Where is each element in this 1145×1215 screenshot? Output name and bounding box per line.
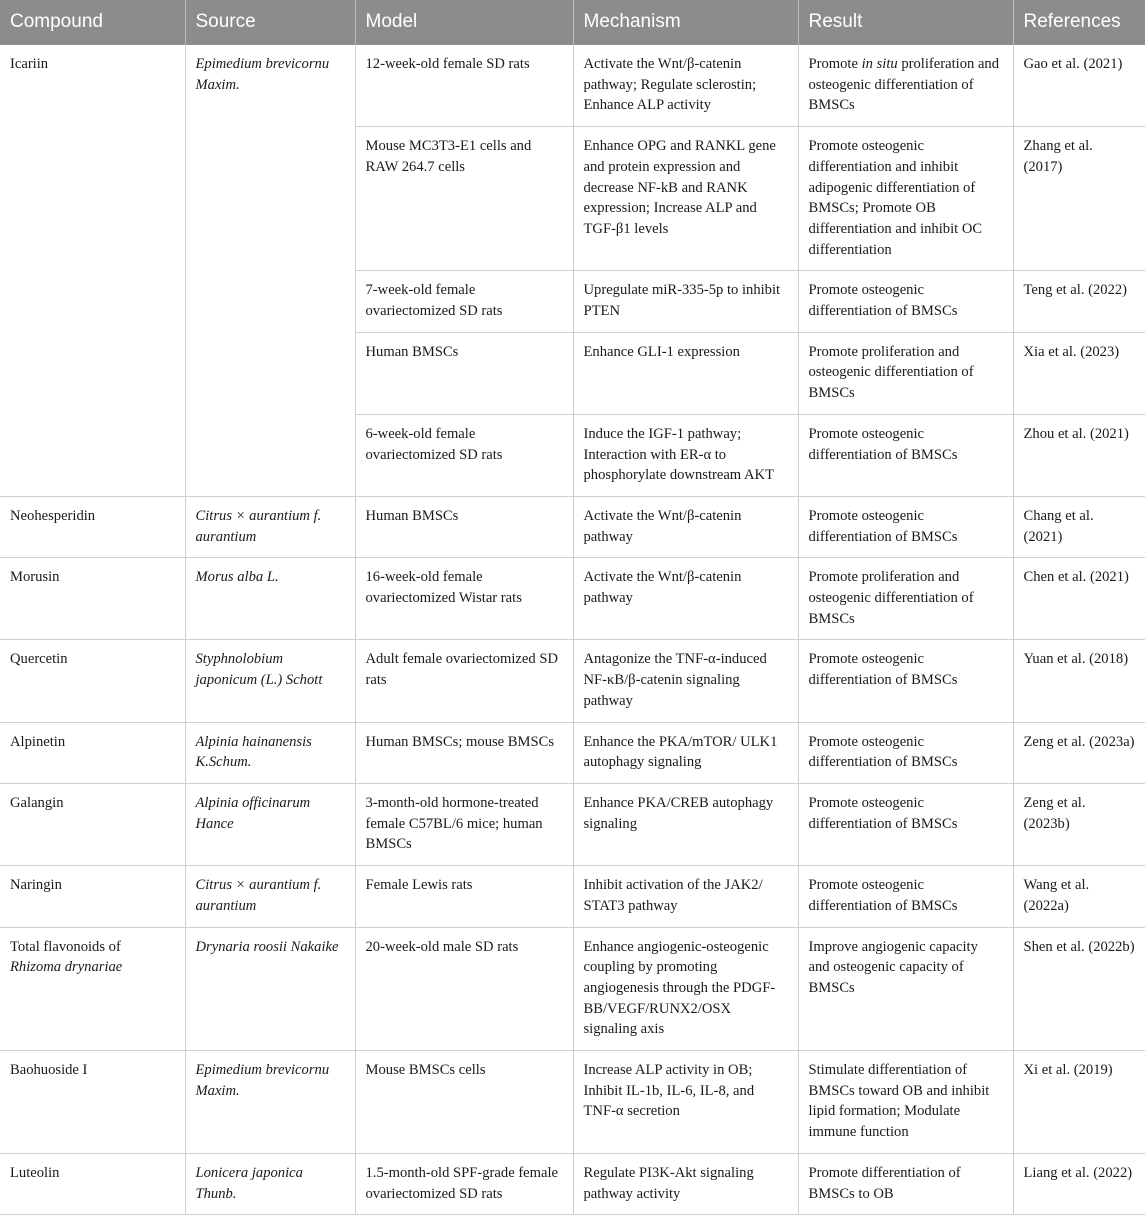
model-cell: Mouse BMSCs cells	[355, 1051, 573, 1154]
model-cell: Human BMSCs	[355, 496, 573, 557]
table-row	[0, 45, 1145, 127]
header-compound: Compound	[0, 0, 185, 45]
compound-text: Total flavonoids of	[10, 938, 121, 955]
result-text: Promote	[808, 56, 862, 72]
compound-cell: Alpinetin	[0, 722, 185, 783]
source-cell: Alpinia officinarum Hance	[185, 783, 355, 865]
result-cell: Promote osteogenic differentiation of BMSCs	[798, 271, 1013, 332]
table-row	[0, 783, 1145, 865]
source-cell: Epimedium brevicornu Maxim.	[185, 1051, 355, 1154]
result-cell: Promote osteogenic differentiation and inhibit adipogenic differentiation of BMSCs; Promote OB differentiation and inhibit OC differentiation	[798, 127, 1013, 271]
result-cell: Promote proliferation and osteogenic differentiation of BMSCs	[798, 332, 1013, 414]
header-result: Result	[798, 0, 1013, 45]
model-cell: Adult female ovariectomized SD rats	[355, 640, 573, 722]
source-cell: Styphnolobium japonicum (L.) Schott	[185, 640, 355, 722]
model-cell: 3-month-old hormone-treated female C57BL/6 mice; human BMSCs	[355, 783, 573, 865]
source-cell: Epimedium brevicornu Maxim.	[185, 45, 355, 496]
result-text-italic: in situ	[861, 56, 898, 72]
reference-cell: Zhang et al. (2017)	[1013, 127, 1145, 271]
compound-cell: Icariin	[0, 45, 185, 496]
result-cell: Promote osteogenic differentiation of BMSCs	[798, 496, 1013, 557]
reference-cell: Chang et al. (2021)	[1013, 496, 1145, 557]
compound-cell: Luteolin	[0, 1153, 185, 1214]
mechanism-cell: Enhance PKA/CREB autophagy signaling	[573, 783, 798, 865]
reference-cell: Zhou et al. (2021)	[1013, 414, 1145, 496]
model-cell: Female Lewis rats	[355, 866, 573, 927]
compound-cell: Neohesperidin	[0, 496, 185, 557]
model-cell: Mouse MC3T3-E1 cells and RAW 264.7 cells	[355, 127, 573, 271]
header-source: Source	[185, 0, 355, 45]
reference-cell: Chen et al. (2021)	[1013, 558, 1145, 640]
compound-cell: Morusin	[0, 558, 185, 640]
result-cell: Promote proliferation and osteogenic differentiation of BMSCs	[798, 558, 1013, 640]
compound-cell: Quercetin	[0, 640, 185, 722]
reference-cell: Wang et al. (2022a)	[1013, 866, 1145, 927]
mechanism-cell: Inhibit activation of the JAK2/ STAT3 pathway	[573, 866, 798, 927]
mechanism-cell: Enhance the PKA/mTOR/ ULK1 autophagy signaling	[573, 722, 798, 783]
table-row	[0, 558, 1145, 640]
header-model: Model	[355, 0, 573, 45]
result-cell: Promote differentiation of BMSCs to OB	[798, 1153, 1013, 1214]
mechanism-cell: Enhance GLI-1 expression	[573, 332, 798, 414]
model-cell: 1.5-month-old SPF-grade female ovariectomized SD rats	[355, 1153, 573, 1214]
result-cell: Promote osteogenic differentiation of BMSCs	[798, 414, 1013, 496]
model-cell: 7-week-old female ovariectomized SD rats	[355, 271, 573, 332]
result-cell: Improve angiogenic capacity and osteogenic capacity of BMSCs	[798, 927, 1013, 1051]
header-references: References	[1013, 0, 1145, 45]
table-row	[0, 640, 1145, 722]
source-cell: Morus alba L.	[185, 558, 355, 640]
model-cell: 20-week-old male SD rats	[355, 927, 573, 1051]
mechanism-cell: Activate the Wnt/β-catenin pathway; Regulate sclerostin; Enhance ALP activity	[573, 45, 798, 127]
result-cell: Promote osteogenic differentiation of BMSCs	[798, 866, 1013, 927]
reference-cell: Zeng et al. (2023a)	[1013, 722, 1145, 783]
mechanism-cell: Enhance OPG and RANKL gene and protein expression and decrease NF-kB and RANK expression; Increase ALP and TGF-β1 levels	[573, 127, 798, 271]
source-cell: Drynaria roosii Nakaike	[185, 927, 355, 1051]
table-row	[0, 866, 1145, 927]
compound-text-italic: Rhizoma drynariae	[10, 959, 123, 976]
model-cell: 16-week-old female ovariectomized Wistar rats	[355, 558, 573, 640]
model-cell: 6-week-old female ovariectomized SD rats	[355, 414, 573, 496]
compound-cell: Baohuoside I	[0, 1051, 185, 1154]
table-row	[0, 496, 1145, 557]
header-mechanism: Mechanism	[573, 0, 798, 45]
model-cell: Human BMSCs	[355, 332, 573, 414]
mechanism-cell: Regulate PI3K-Akt signaling pathway activity	[573, 1153, 798, 1214]
source-cell: Citrus × aurantium f. aurantium	[185, 496, 355, 557]
reference-cell: Gao et al. (2021)	[1013, 45, 1145, 127]
result-cell: Stimulate differentiation of BMSCs toward OB and inhibit lipid formation; Modulate immune function	[798, 1051, 1013, 1154]
compound-cell: Galangin	[0, 783, 185, 865]
source-cell: Lonicera japonica Thunb.	[185, 1153, 355, 1214]
header-row	[0, 0, 1145, 45]
mechanism-cell: Activate the Wnt/β-catenin pathway	[573, 496, 798, 557]
compound-cell: Naringin	[0, 866, 185, 927]
reference-cell: Shen et al. (2022b)	[1013, 927, 1145, 1051]
result-cell: Promote osteogenic differentiation of BMSCs	[798, 783, 1013, 865]
table-row	[0, 1153, 1145, 1214]
mechanism-cell: Increase ALP activity in OB; Inhibit IL-1b, IL-6, IL-8, and TNF-α secretion	[573, 1051, 798, 1154]
result-cell: Promote osteogenic differentiation of BMSCs	[798, 640, 1013, 722]
source-cell: Alpinia hainanensis K.Schum.	[185, 722, 355, 783]
table-row	[0, 927, 1145, 1051]
reference-cell: Teng et al. (2022)	[1013, 271, 1145, 332]
reference-cell: Yuan et al. (2018)	[1013, 640, 1145, 722]
model-cell: Human BMSCs; mouse BMSCs	[355, 722, 573, 783]
reference-cell: Xi et al. (2019)	[1013, 1051, 1145, 1154]
mechanism-cell: Antagonize the TNF-α-induced NF-κB/β-catenin signaling pathway	[573, 640, 798, 722]
reference-cell: Zeng et al. (2023b)	[1013, 783, 1145, 865]
result-cell: Promote osteogenic differentiation of BMSCs	[798, 722, 1013, 783]
mechanism-cell: Induce the IGF-1 pathway; Interaction with ER-α to phosphorylate downstream AKT	[573, 414, 798, 496]
reference-cell: Xia et al. (2023)	[1013, 332, 1145, 414]
result-cell	[798, 45, 1013, 127]
source-cell: Citrus × aurantium f. aurantium	[185, 866, 355, 927]
reference-cell: Liang et al. (2022)	[1013, 1153, 1145, 1214]
mechanism-cell: Upregulate miR-335-5p to inhibit PTEN	[573, 271, 798, 332]
result-text: proliferation and osteogenic differentiation of BMSCs	[808, 56, 1000, 114]
mechanism-cell: Activate the Wnt/β-catenin pathway	[573, 558, 798, 640]
mechanism-cell: Enhance angiogenic-osteogenic coupling by promoting angiogenesis through the PDGF-BB/VEGF/RUNX2/OSX signaling axis	[573, 927, 798, 1051]
table-row	[0, 1051, 1145, 1154]
compound-cell	[0, 927, 185, 1051]
table-row	[0, 722, 1145, 783]
model-cell: 12-week-old female SD rats	[355, 45, 573, 127]
